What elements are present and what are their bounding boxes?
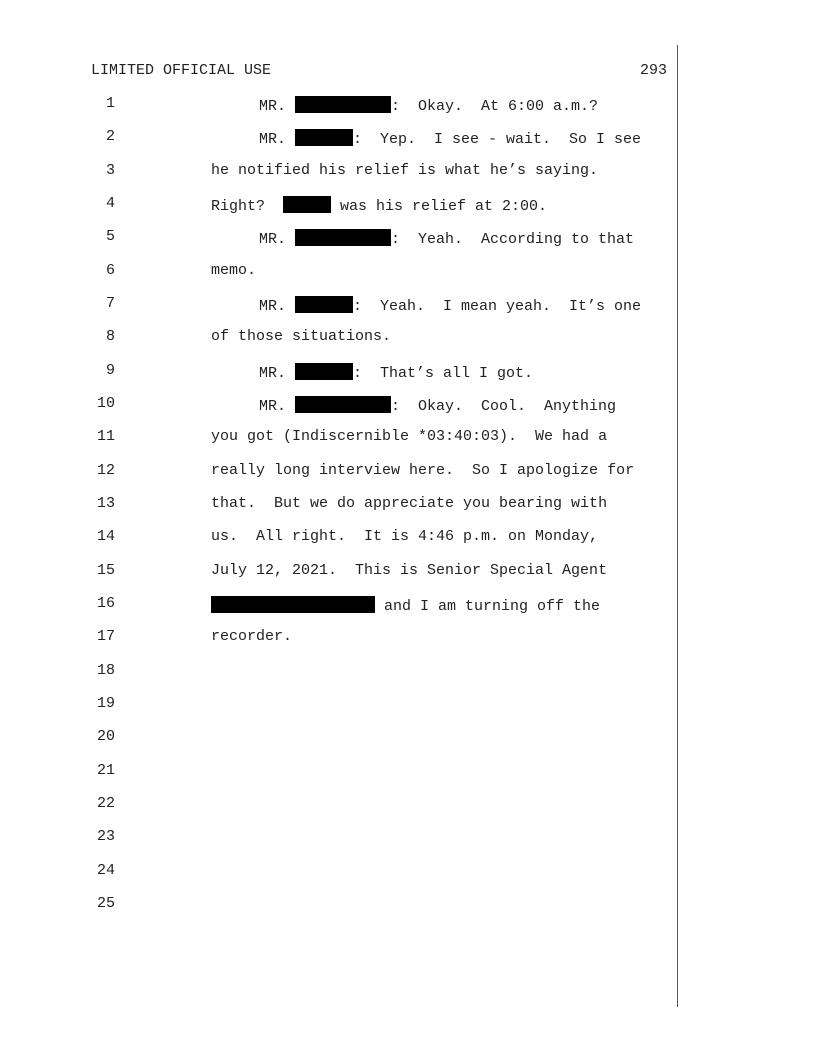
line-number-16: 16 [96,595,115,612]
transcript-line-16 [211,596,600,615]
transcript-line-8: of those situations. [211,328,392,345]
line-text: and I am turning off the [375,598,601,615]
transcript-line-3: he notified his relief is what he’s saying. [211,162,599,179]
line-number-13: 13 [96,495,115,512]
line-number-23: 23 [96,828,115,845]
line-number-6: 6 [105,262,115,279]
redaction-box [283,196,331,213]
line-number-3: 3 [105,162,115,179]
line-text: : Yep. I see - wait. So I see [353,131,642,148]
line-text: : Yeah. I mean yeah. It’s one [353,298,642,315]
line-number-24: 24 [96,862,115,879]
line-number-7: 7 [105,295,115,312]
speaker-prefix: MR. [259,98,296,115]
transcript-line-5 [259,229,634,248]
transcript-line-17: recorder. [211,628,293,645]
line-number-4: 4 [105,195,115,212]
transcript-line-6: memo. [211,262,257,279]
transcript-line-1 [259,96,598,115]
speaker-prefix: MR. [259,231,296,248]
redaction-box [295,229,391,246]
transcript-line-12: really long interview here. So I apologize for [211,462,635,479]
line-number-10: 10 [96,395,115,412]
line-text: was his relief at 2:00. [331,198,548,215]
line-number-18: 18 [96,662,115,679]
redaction-box [295,129,353,146]
line-text: : Okay. Cool. Anything [391,398,617,415]
line-text: Right? [211,198,284,215]
transcript-line-14: us. All right. It is 4:46 p.m. on Monday, [211,528,599,545]
line-number-21: 21 [96,762,115,779]
line-number-11: 11 [96,428,115,445]
transcript-line-11: you got (Indiscernible *03:40:03). We had a [211,428,608,445]
right-margin-rule [677,45,678,1007]
line-number-20: 20 [96,728,115,745]
transcript-line-15: July 12, 2021. This is Senior Special Agent [211,562,608,579]
line-number-2: 2 [105,128,115,145]
transcript-line-4 [211,196,547,215]
line-text: : Yeah. According to that [391,231,635,248]
line-text: : Okay. At 6:00 a.m.? [391,98,599,115]
line-number-9: 9 [105,362,115,379]
redaction-box [295,296,353,313]
speaker-prefix: MR. [259,298,296,315]
line-text: : That’s all I got. [353,365,534,382]
speaker-prefix: MR. [259,398,296,415]
redaction-box [211,596,375,613]
line-number-8: 8 [105,328,115,345]
redaction-box [295,363,353,380]
line-number-19: 19 [96,695,115,712]
line-number-22: 22 [96,795,115,812]
line-number-1: 1 [105,95,115,112]
classification-header: LIMITED OFFICIAL USE [91,62,272,79]
speaker-prefix: MR. [259,365,296,382]
transcript-line-9 [259,363,533,382]
speaker-prefix: MR. [259,131,296,148]
redaction-box [295,96,391,113]
line-number-17: 17 [96,628,115,645]
line-number-14: 14 [96,528,115,545]
line-number-5: 5 [105,228,115,245]
transcript-line-13: that. But we do appreciate you bearing with [211,495,608,512]
transcript-line-2 [259,129,641,148]
redaction-box [295,396,391,413]
transcript-line-7 [259,296,641,315]
page-number: 293 [639,62,667,79]
line-number-12: 12 [96,462,115,479]
line-number-25: 25 [96,895,115,912]
line-number-15: 15 [96,562,115,579]
transcript-line-10 [259,396,616,415]
